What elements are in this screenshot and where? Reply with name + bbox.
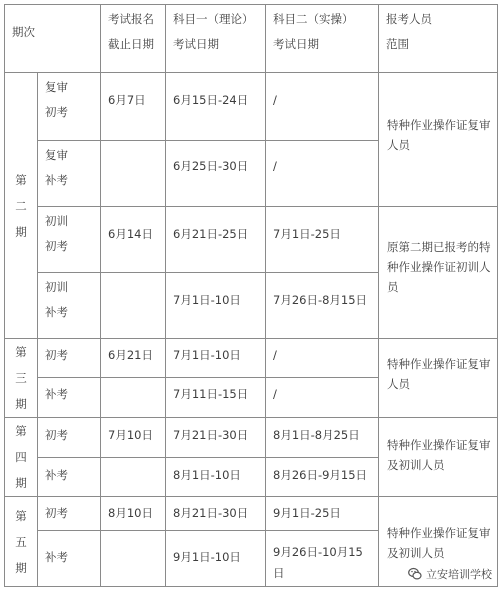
subject2-date-line2: 日 — [273, 566, 285, 580]
header-subject1-line2: 考试日期 — [173, 36, 219, 51]
subject2-date — [266, 273, 379, 339]
signup-deadline — [101, 377, 166, 417]
exam-type — [38, 497, 101, 531]
signup-deadline — [101, 339, 166, 378]
exam-type-line1: 初训 — [45, 280, 68, 294]
header-range-line1: 报考人员 — [386, 12, 432, 26]
table-row — [5, 497, 498, 531]
exam-type-text: 补考 — [45, 550, 68, 564]
subject1-date — [166, 339, 266, 378]
subject1-date — [166, 73, 266, 141]
subject1-date-text: 6月21日-25日 — [173, 227, 249, 241]
watermark — [408, 566, 492, 582]
header-range — [379, 5, 498, 73]
exam-schedule-table — [4, 4, 498, 587]
period-label-char: 期 — [15, 397, 27, 411]
watermark-text: 立安培训学校 — [426, 568, 492, 581]
subject1-date — [166, 141, 266, 207]
period-label-char: 期 — [15, 224, 27, 239]
exam-type-text: 初考 — [45, 348, 68, 362]
candidate-range — [379, 73, 498, 207]
subject2-date — [266, 339, 379, 378]
exam-type — [38, 207, 101, 273]
exam-type-line2: 补考 — [45, 304, 68, 319]
subject1-date — [166, 457, 266, 497]
exam-type-line2: 初考 — [45, 104, 68, 119]
period-label-char: 期 — [15, 560, 27, 575]
candidate-range-text: 特种作业操作证复审及初训人员 — [387, 438, 491, 472]
subject2-date-text: / — [273, 159, 277, 173]
subject2-date — [266, 531, 379, 587]
signup-deadline — [101, 457, 166, 497]
subject2-date-text: / — [273, 348, 277, 362]
signup-deadline — [101, 531, 166, 587]
period-label-char: 第 — [15, 508, 27, 523]
exam-type-line1: 复审 — [45, 148, 68, 162]
header-subject2-line1: 科目二（实操） — [273, 12, 354, 26]
table-row — [5, 73, 498, 141]
signup-deadline-text: 6月21日 — [108, 348, 153, 362]
subject2-date — [266, 73, 379, 141]
exam-type-text: 初考 — [45, 506, 68, 520]
period-label-4 — [5, 418, 38, 497]
period-label-char: 第 — [15, 345, 27, 359]
subject2-date — [266, 457, 379, 497]
subject1-date-text: 7月21日-30日 — [173, 428, 249, 442]
signup-deadline-text — [101, 458, 165, 467]
period-label-char: 二 — [15, 198, 27, 213]
subject1-date — [166, 273, 266, 339]
signup-deadline-text: 6月7日 — [108, 93, 146, 107]
exam-type-text: 补考 — [45, 386, 68, 401]
exam-type — [38, 73, 101, 141]
header-signup-line2: 截止日期 — [108, 36, 154, 51]
subject2-date-text: / — [273, 93, 277, 107]
candidate-range — [379, 339, 498, 418]
subject1-date-text: 7月1日-10日 — [173, 293, 241, 307]
period-label-char: 第 — [15, 172, 27, 187]
exam-type-line2: 初考 — [45, 238, 68, 253]
subject2-date — [266, 207, 379, 273]
period-label-5 — [5, 497, 38, 587]
period-label-3 — [5, 339, 38, 418]
period-label-char: 第 — [15, 424, 27, 438]
exam-type — [38, 457, 101, 497]
header-signup-deadline — [101, 5, 166, 73]
header-signup-line1: 考试报名 — [108, 12, 154, 26]
header-period-text: 期次 — [12, 25, 35, 39]
subject1-date — [166, 497, 266, 531]
header-subject1-line1: 科目一（理论） — [173, 12, 254, 26]
exam-type-line2: 补考 — [45, 172, 68, 187]
signup-deadline-text: 8月10日 — [108, 506, 153, 520]
subject1-date-text: 8月1日-10日 — [173, 467, 241, 482]
period-label-char: 四 — [15, 450, 27, 464]
subject1-date-text: 7月11日-15日 — [173, 386, 249, 401]
signup-deadline — [101, 207, 166, 273]
exam-type — [38, 339, 101, 378]
subject2-date — [266, 497, 379, 531]
subject2-date-text: 7月26日-8月15日 — [273, 293, 368, 307]
signup-deadline — [101, 141, 166, 207]
candidate-range-text: 特种作业操作证复审及初训人员 — [387, 526, 491, 560]
header-subject2 — [266, 5, 379, 73]
signup-deadline — [101, 273, 166, 339]
subject1-date-text: 7月1日-10日 — [173, 348, 241, 362]
subject2-date — [266, 377, 379, 417]
exam-type-text: 初考 — [45, 428, 68, 442]
subject2-date-line1: 9月26日-10月15 — [273, 545, 363, 559]
period-label-char: 期 — [15, 476, 27, 490]
header-subject2-line2: 考试日期 — [273, 36, 319, 51]
candidate-range — [379, 207, 498, 339]
table-row — [5, 207, 498, 273]
exam-type-text: 补考 — [45, 467, 68, 482]
header-subject1 — [166, 5, 266, 73]
exam-type — [38, 141, 101, 207]
subject2-date-text: 8月26日-9月15日 — [273, 467, 368, 482]
candidate-range-text: 特种作业操作证复审人员 — [387, 118, 491, 152]
subject1-date-text: 6月25日-30日 — [173, 159, 249, 173]
exam-type-line1: 初训 — [45, 214, 68, 228]
subject1-date-text: 6月15日-24日 — [173, 93, 249, 107]
header-range-line2: 范围 — [386, 36, 409, 51]
subject2-date-text: 7月1日-25日 — [273, 227, 341, 241]
header-period — [5, 5, 101, 73]
candidate-range-text: 特种作业操作证复审人员 — [387, 357, 491, 391]
signup-deadline-text — [101, 378, 165, 387]
subject2-date-text: / — [273, 386, 277, 401]
wechat-icon — [408, 567, 422, 581]
exam-type — [38, 377, 101, 417]
signup-deadline — [101, 73, 166, 141]
exam-type — [38, 531, 101, 587]
exam-type — [38, 418, 101, 458]
subject2-date-text: 9月1日-25日 — [273, 506, 341, 520]
subject2-date — [266, 141, 379, 207]
table-row — [5, 339, 498, 378]
subject1-date — [166, 531, 266, 587]
period-label-2 — [5, 73, 38, 339]
exam-type-line1: 复审 — [45, 80, 68, 94]
period-label-char: 三 — [15, 371, 27, 385]
signup-deadline-text — [101, 531, 165, 540]
signup-deadline-text — [101, 273, 165, 282]
period-label-char: 五 — [15, 534, 27, 549]
subject1-date — [166, 377, 266, 417]
signup-deadline — [101, 418, 166, 458]
subject2-date-text: 8月1日-8月25日 — [273, 428, 360, 442]
candidate-range-text: 原第二期已报考的特种作业操作证初训人员 — [387, 240, 491, 294]
subject1-date-text: 8月21日-30日 — [173, 506, 249, 520]
exam-type — [38, 273, 101, 339]
signup-deadline-text: 7月10日 — [108, 428, 153, 442]
subject2-date — [266, 418, 379, 458]
signup-deadline — [101, 497, 166, 531]
subject1-date-text: 9月1日-10日 — [173, 550, 241, 564]
subject1-date — [166, 207, 266, 273]
signup-deadline-text — [101, 141, 165, 150]
signup-deadline-text: 6月14日 — [108, 227, 153, 241]
table-row — [5, 418, 498, 458]
subject1-date — [166, 418, 266, 458]
candidate-range — [379, 418, 498, 497]
